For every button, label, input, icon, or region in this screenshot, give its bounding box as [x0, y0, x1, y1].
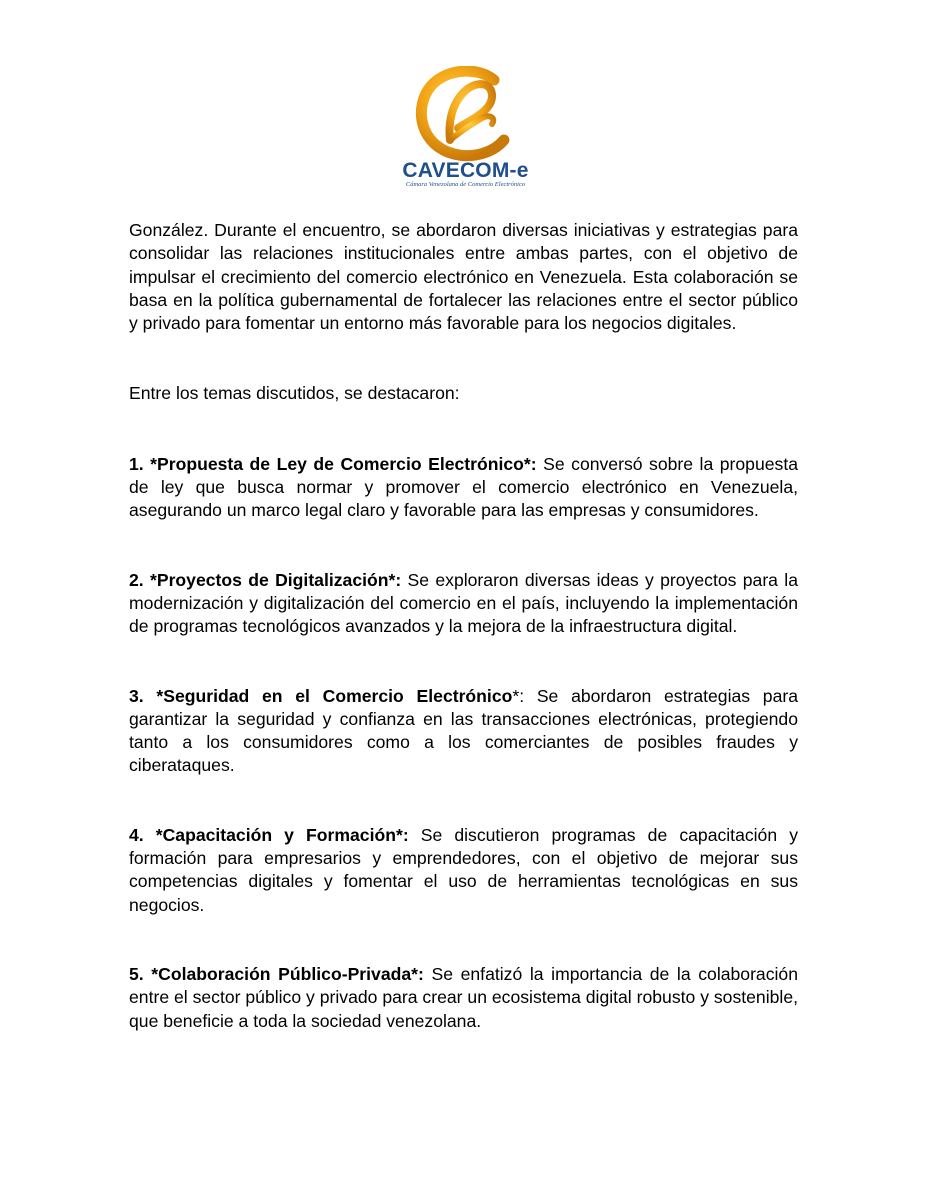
- logo-name: CAVECOM-e: [402, 159, 529, 182]
- list-item: [129, 685, 798, 778]
- list-item: [129, 453, 798, 523]
- item-heading: Proyectos de Digitalización*:: [156, 569, 402, 590]
- logo-tagline: Cámara Venezolana de Comercio Electrónico: [405, 181, 526, 188]
- item-heading: 4. *Capacitación y Formación*:: [129, 824, 409, 845]
- item-text: Se enfatizó la importancia de la colaboración entre el sector público y privado para crear un ecosistema digital robusto y sostenible, que beneficie a toda la sociedad venezolana.: [129, 963, 798, 1031]
- item-number: 2. *: [129, 569, 157, 590]
- item-text: *: Se abordaron estrategias para garantizar la seguridad y confianza en las transacciones electrónicas, protegiendo tanto a los consumidores como a los comerciantes de posibles fraudes y ciberataques.: [129, 685, 799, 776]
- at-sign-logo-icon: [398, 66, 533, 162]
- item-heading: 1. *Propuesta de Ley de Comercio Electrónico*:: [129, 453, 537, 474]
- item-text: Se exploraron diversas ideas y proyectos para la modernización y digitalización del comercio en el país, incluyendo la implementación de programas tecnológicos avanzados y la mejora de la infraestructura digital.: [129, 569, 798, 637]
- lead-paragraph: Entre los temas discutidos, se destacaron:: [129, 383, 460, 404]
- list-item: [129, 824, 798, 917]
- item-heading: 5. *Colaboración Público-Privada*:: [129, 963, 424, 984]
- document-body: [129, 219, 798, 1033]
- item-text: Se conversó sobre la propuesta de ley que busca normar y promover el comercio electrónico en Venezuela, asegurando un marco legal claro y favorable para las empresas y consumidores.: [129, 453, 798, 521]
- cavecom-logo: [398, 66, 533, 194]
- item-text: Se discutieron programas de capacitación y formación para empresarios y emprendedores, con el objetivo de mejorar sus competencias digitales y fomentar el uso de herramientas tecnológicas en sus negocios.: [129, 824, 798, 915]
- list-item: [129, 963, 798, 1033]
- list-item: [129, 569, 798, 639]
- item-heading: 3. *Seguridad en el Comercio Electrónico: [129, 685, 513, 706]
- intro-paragraph: González. Durante el encuentro, se abordaron diversas iniciativas y estrategias para consolidar las relaciones institucionales entre ambas partes, con el objetivo de impulsar el crecimiento del comercio electrónico en Venezuela. Esta colaboración se basa en la política gubernamental de fortalecer las relaciones entre el sector público y privado para fomentar un entorno más favorable para los negocios digitales.: [129, 220, 798, 334]
